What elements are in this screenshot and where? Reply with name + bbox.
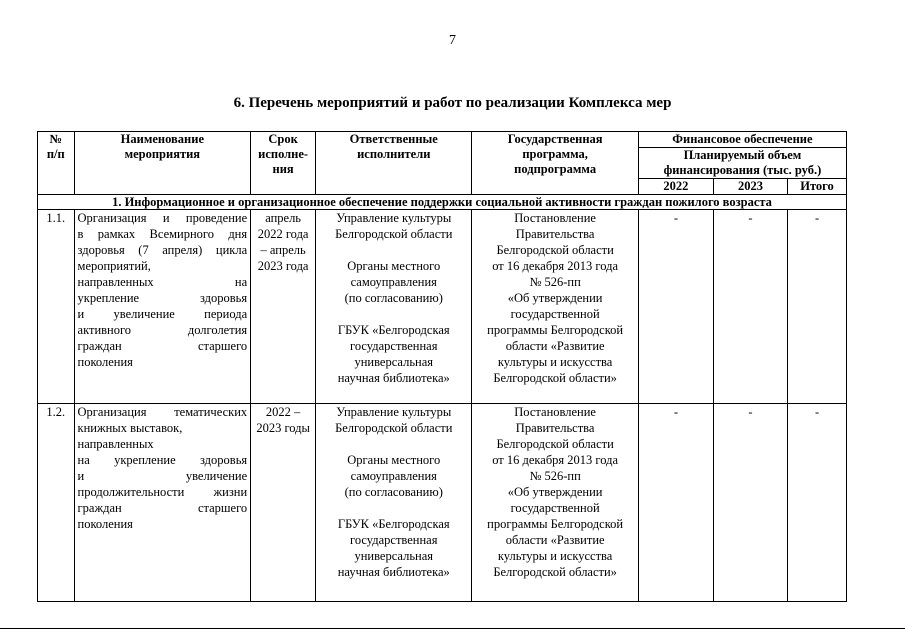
header-year-2022: 2022 xyxy=(638,179,713,195)
table-row xyxy=(38,404,847,602)
header-finance: Финансовое обеспечение xyxy=(638,132,846,148)
section-title: 1. Информационное и организационное обеспечение поддержки социальной активности граждан пожилого возраста xyxy=(38,195,847,210)
scan-edge-line xyxy=(0,628,905,629)
measure-term: 2022 – 2023 годы xyxy=(251,404,316,602)
header-num: № п/п xyxy=(38,132,75,195)
finance-total: - xyxy=(788,210,847,404)
finance-total: - xyxy=(788,404,847,602)
page-number: 7 xyxy=(449,33,456,48)
finance-2022: - xyxy=(638,404,713,602)
row-number: 1.1. xyxy=(38,210,75,404)
measure-name: Организация и проведение в рамках Всемирного дня здоровья (7 апреля) цикла мероприятий, направленных на укрепление здоровья и увеличение периода активного долголетия граждан старшего поколения xyxy=(74,210,251,404)
header-name: Наименование мероприятия xyxy=(74,132,251,195)
header-total: Итого xyxy=(788,179,847,195)
measure-term: апрель 2022 года – апрель 2023 года xyxy=(251,210,316,404)
finance-2023: - xyxy=(713,404,787,602)
header-planned: Планируемый объем финансирования (тыс. руб.) xyxy=(638,148,846,179)
header-term: Срок исполне- ния xyxy=(251,132,316,195)
measure-responsible: Управление культуры Белгородской области Органы местного самоуправления (по согласованию) ГБУК «Белгородская государственная универсальная научная библиотека» xyxy=(316,210,472,404)
measure-responsible: Управление культуры Белгородской области Органы местного самоуправления (по согласованию) ГБУК «Белгородская государственная универсальная научная библиотека» xyxy=(316,404,472,602)
row-number: 1.2. xyxy=(38,404,75,602)
header-year-2023: 2023 xyxy=(713,179,787,195)
finance-2023: - xyxy=(713,210,787,404)
header-program: Государственная программа, подпрограмма xyxy=(472,132,638,195)
table-row xyxy=(38,210,847,404)
header-responsible: Ответственные исполнители xyxy=(316,132,472,195)
page-title: 6. Перечень мероприятий и работ по реализации Комплекса мер xyxy=(233,95,672,111)
measures-table xyxy=(37,131,847,602)
finance-2022: - xyxy=(638,210,713,404)
measure-name: Организация тематических книжных выставок, направленных на укрепление здоровья и увеличение продолжительности жизни граждан старшего поколения xyxy=(74,404,251,602)
measure-program: Постановление Правительства Белгородской области от 16 декабря 2013 года № 526-пп «Об утверждении государственной программы Белгородской области «Развитие культуры и искусства Белгородской области» xyxy=(472,210,638,404)
measure-program: Постановление Правительства Белгородской области от 16 декабря 2013 года № 526-пп «Об утверждении государственной программы Белгородской области «Развитие культуры и искусства Белгородской области» xyxy=(472,404,638,602)
